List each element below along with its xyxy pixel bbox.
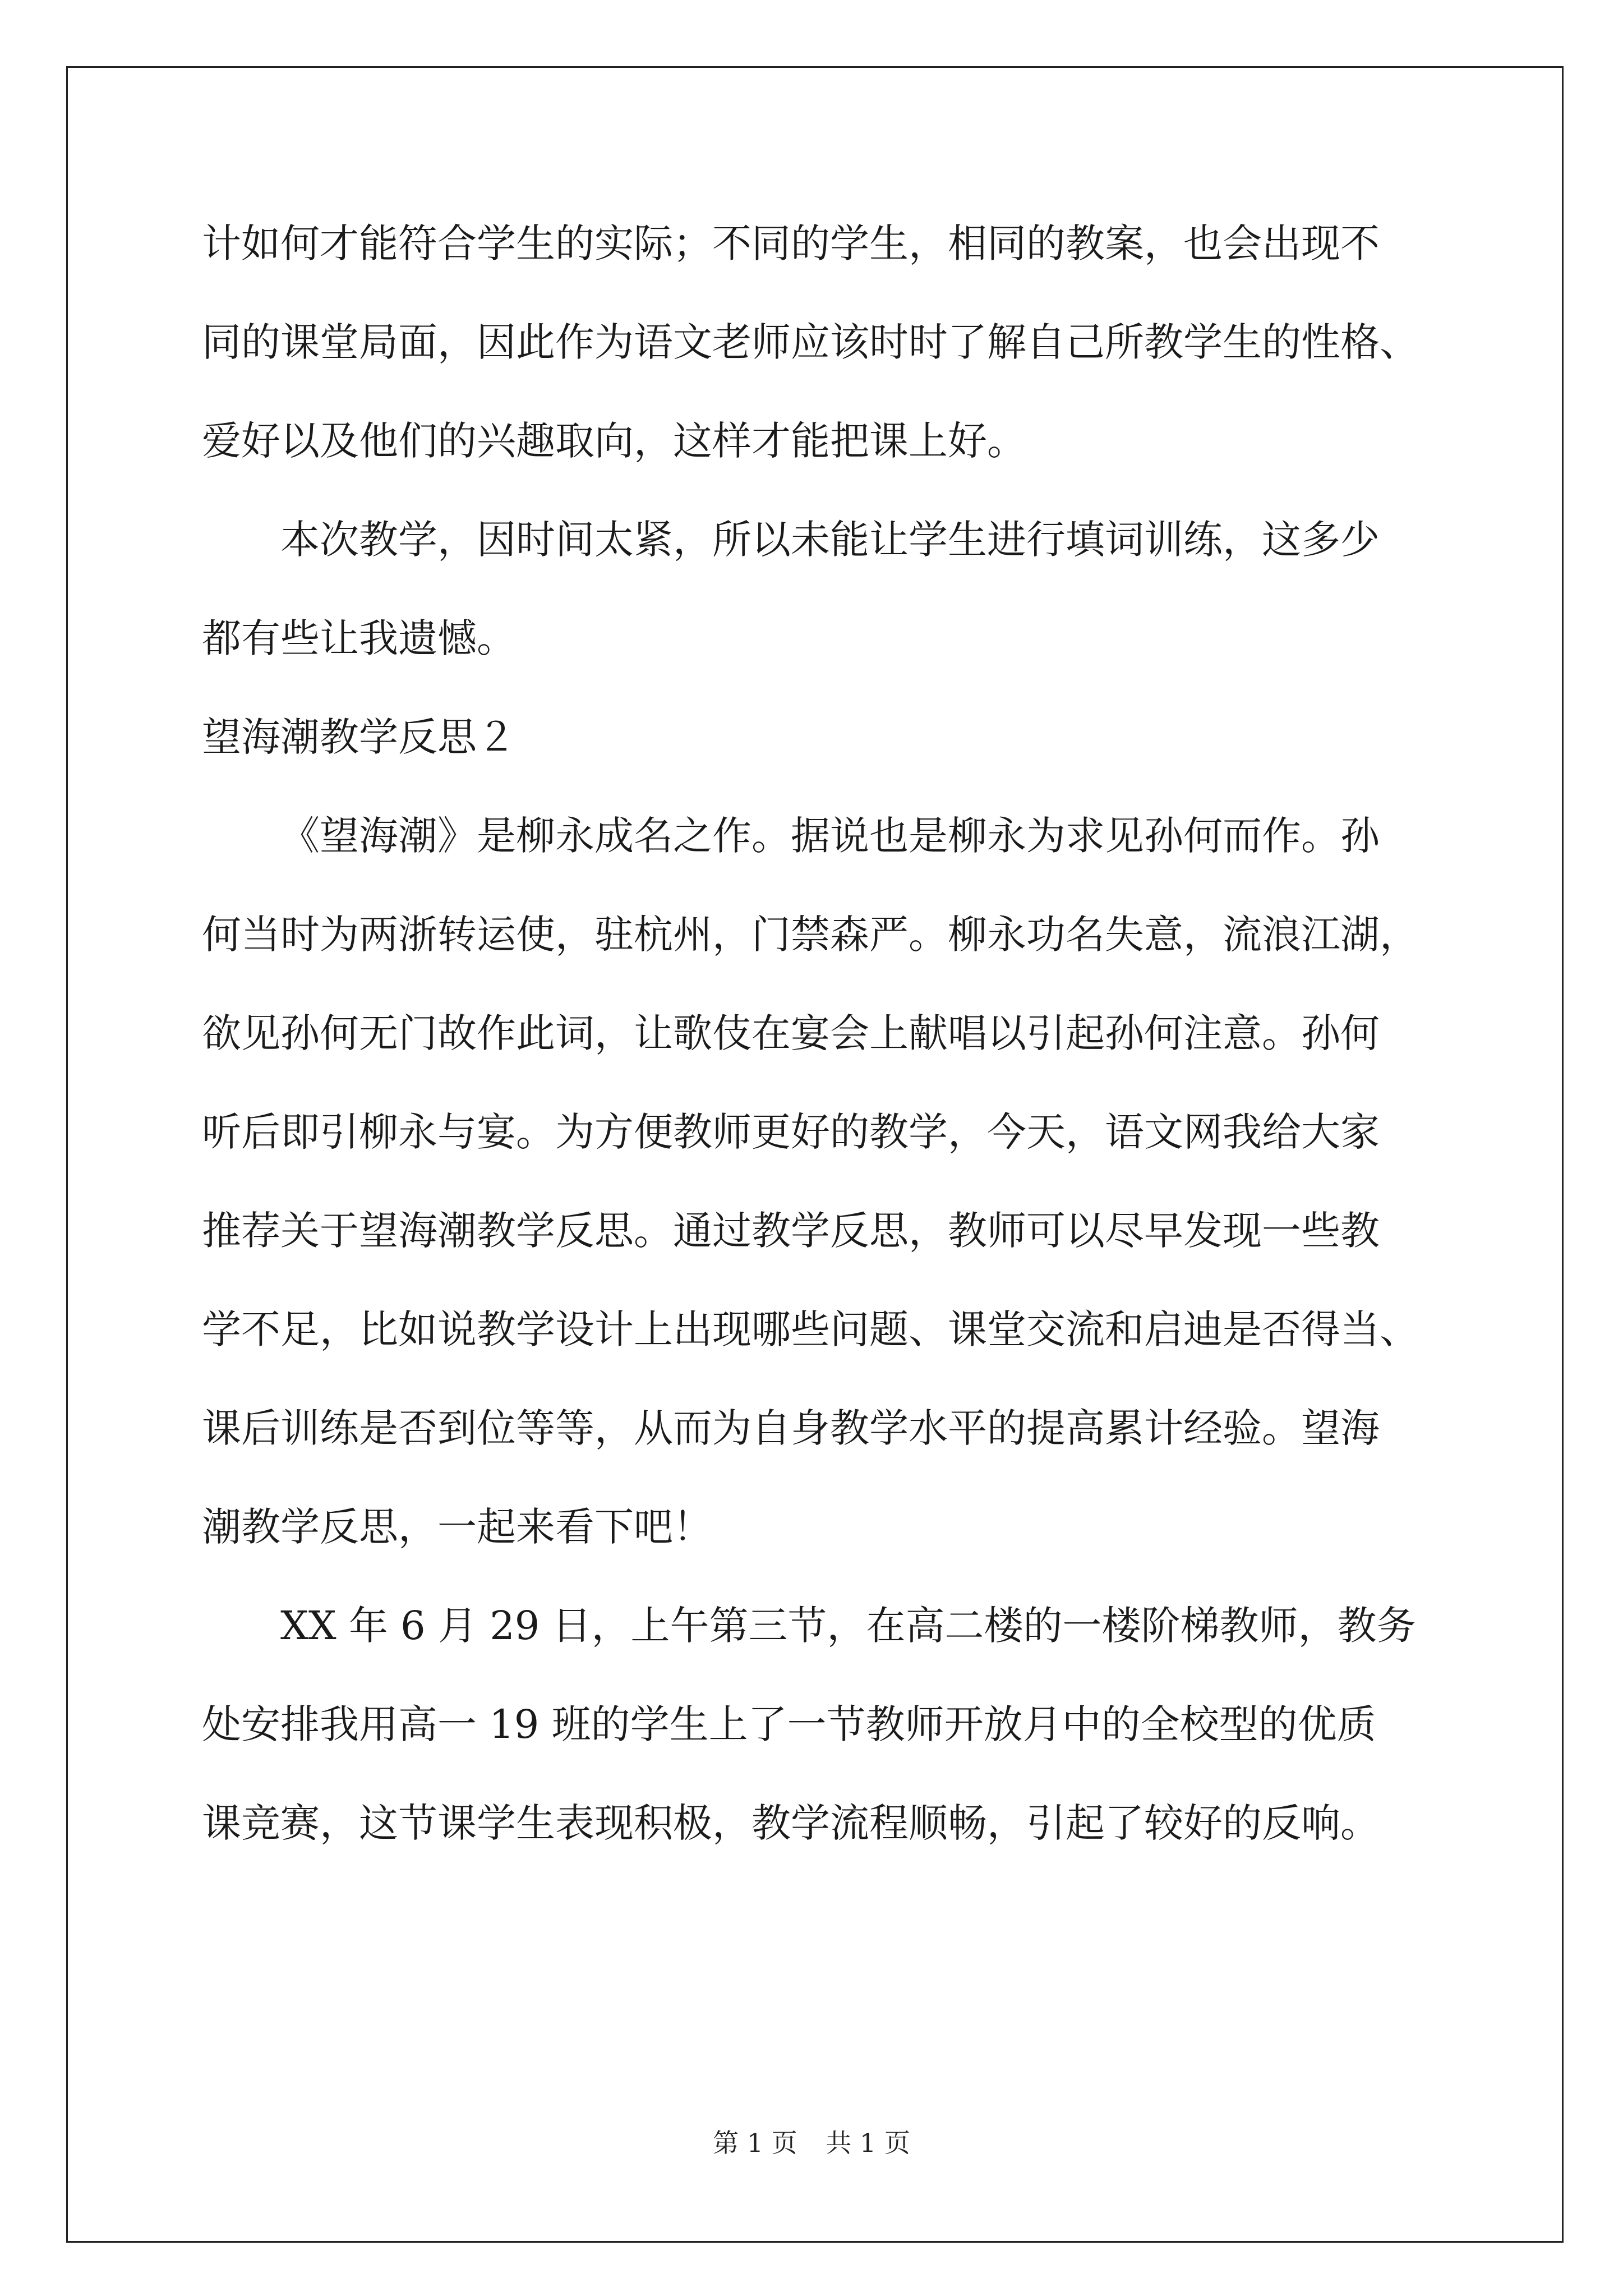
text-line: 课后训练是否到位等等，从而为自身教学水平的提高累计经验。望海 — [202, 1405, 1380, 1451]
text-line: 何当时为两浙转运使，驻杭州，门禁森严。柳永功名失意，流浪江湖， — [202, 912, 1419, 958]
text-line: 欲见孙何无门故作此词，让歌伎在宴会上献唱以引起孙何注意。孙何 — [202, 1010, 1380, 1056]
text-line: 听后即引柳永与宴。为方便教师更好的教学，今天，语文网我给大家 — [202, 1109, 1380, 1155]
document-body — [202, 219, 1430, 1848]
page-number: 第 1 页 — [713, 2128, 797, 2158]
section-heading — [202, 712, 1430, 811]
page-total: 共 1 页 — [826, 2128, 910, 2158]
text-line: 推荐关于望海潮教学反思。通过教学反思，教师可以尽早发现一些教 — [202, 1208, 1380, 1254]
paragraph — [202, 811, 1430, 1601]
text-line: 处安排我用高一 19 班的学生上了一节教师开放月中的全校型的优质 — [202, 1701, 1376, 1747]
text-line: 计如何才能符合学生的实际；不同的学生，相同的教案，也会出现不 — [202, 220, 1380, 266]
text-line: 都有些让我遗憾。 — [202, 615, 516, 661]
heading-text: 望海潮教学反思２ — [202, 714, 516, 760]
paragraph — [202, 219, 1430, 515]
text-line: 爱好以及他们的兴趣取向，这样才能把课上好。 — [202, 418, 1026, 464]
text-line: 学不足，比如说教学设计上出现哪些问题、课堂交流和启迪是否得当、 — [202, 1306, 1419, 1352]
text-line: 本次教学，因时间太紧，所以未能让学生进行填词训练，这多少 — [280, 517, 1380, 563]
page-footer — [0, 2126, 1623, 2160]
text-line: 潮教学反思，一起来看下吧！ — [202, 1504, 712, 1550]
text-line: 同的课堂局面，因此作为语文老师应该时时了解自己所教学生的性格、 — [202, 319, 1419, 365]
text-line: 《望海潮》是柳永成名之作。据说也是柳永为求见孙何而作。孙 — [280, 813, 1380, 859]
paragraph — [202, 1601, 1430, 1848]
text-line: 课竞赛，这节课学生表现积极，教学流程顺畅，引起了较好的反响。 — [202, 1800, 1380, 1846]
paragraph — [202, 515, 1430, 712]
text-line: XX 年 6 月 29 日，上午第三节，在高二楼的一楼阶梯教师，教务 — [280, 1603, 1416, 1649]
